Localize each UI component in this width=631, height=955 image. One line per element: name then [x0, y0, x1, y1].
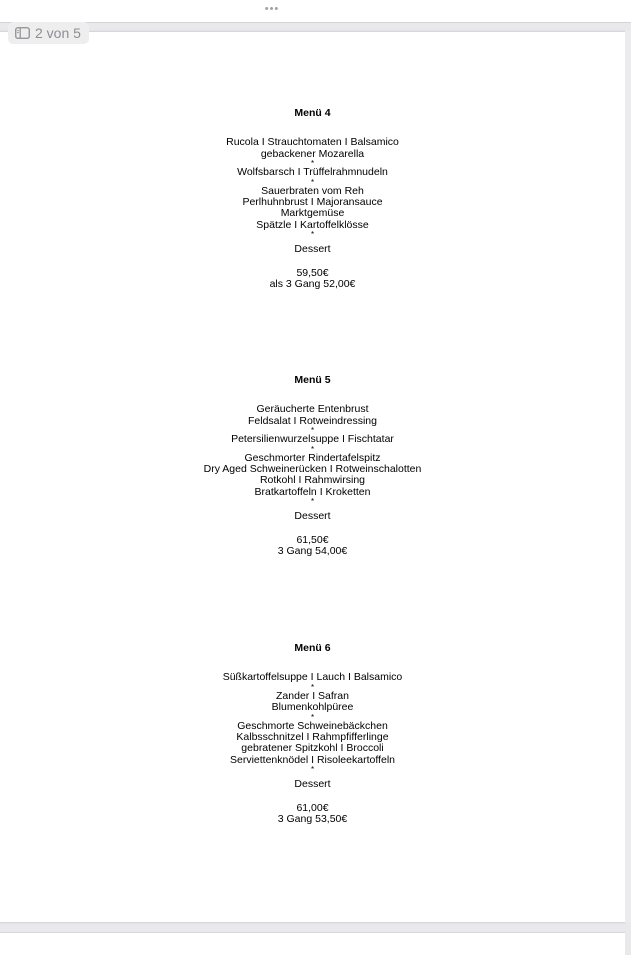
- dish-line: gebackener Mozarella: [260, 147, 365, 160]
- menu-price-3-gang: 3 Gang 53,50€: [277, 813, 348, 826]
- menu-price: 59,50€: [296, 266, 329, 279]
- menu-title: Menü 4: [294, 107, 331, 119]
- course-separator: *: [310, 765, 315, 775]
- next-page: [0, 932, 625, 955]
- dish-line: Geschmorte Schweinebäckchen: [237, 719, 388, 732]
- menu-title: Menü 5: [294, 374, 331, 386]
- course-separator: *: [310, 177, 315, 187]
- ellipsis-icon[interactable]: •••: [264, 3, 280, 15]
- dish-line: Zander I Safran: [276, 689, 349, 702]
- dessert-line: Dessert: [294, 243, 331, 256]
- dish-line: gebratener Spitzkohl I Broccoli: [241, 742, 384, 755]
- course-separator: *: [310, 497, 315, 507]
- dish-line: Geschmorter Rindertafelspitz: [244, 451, 381, 464]
- document-page: [0, 31, 625, 923]
- dish-line: Blumenkohlpüree: [271, 701, 354, 714]
- dish-line: Rotkohl I Rahmwirsing: [259, 474, 366, 487]
- menu-price-3-gang: als 3 Gang 52,00€: [269, 278, 356, 291]
- dish-line: Bratkartoffeln I Kroketten: [254, 485, 371, 498]
- dish-line: Serviettenknödel I Risoleekartoffeln: [230, 753, 395, 766]
- dish-line: Sauerbraten vom Reh: [261, 184, 364, 197]
- menu-price: 61,50€: [296, 533, 329, 546]
- dish-line: Spätzle I Kartoffelklösse: [256, 218, 369, 231]
- course-separator: *: [310, 426, 315, 436]
- page-indicator-button[interactable]: [8, 22, 89, 44]
- menu-title: Menü 6: [294, 642, 331, 654]
- menu-price-3-gang: 3 Gang 54,00€: [277, 545, 348, 558]
- top-toolbar: [0, 0, 631, 23]
- dish-line: Dry Aged Schweinerücken I Rotweinschalotten: [203, 463, 422, 476]
- dish-line: Kalbsschnitzel I Rahmpfifferlinge: [236, 731, 389, 744]
- menu-4: [0, 108, 625, 290]
- dish-line: Rucola I Strauchtomaten I Balsamico: [226, 136, 399, 149]
- page-gutter: [625, 31, 631, 922]
- course-separator: *: [310, 682, 315, 692]
- course-separator: *: [310, 444, 315, 454]
- dish-line: Perlhuhnbrust I Majoransauce: [242, 196, 383, 209]
- dish-line: Wolfsbarsch I Trüffelrahmnudeln: [237, 166, 388, 179]
- course-separator: *: [310, 712, 315, 722]
- dessert-line: Dessert: [294, 510, 331, 523]
- menu-5: [0, 375, 625, 557]
- page-indicator-label: 2 von 5: [35, 25, 81, 41]
- dessert-line: Dessert: [294, 778, 331, 791]
- sidebar-icon: [15, 27, 30, 39]
- menu-6: [0, 643, 625, 825]
- course-separator: *: [310, 230, 315, 240]
- course-separator: *: [310, 159, 315, 169]
- dish-line: Petersilienwurzelsuppe I Fischtatar: [231, 433, 394, 446]
- dish-line: Marktgemüse: [280, 207, 345, 220]
- dish-line: Süßkartoffelsuppe I Lauch I Balsamico: [222, 671, 403, 684]
- menu-price: 61,00€: [296, 801, 329, 814]
- dish-line: Geräucherte Entenbrust: [256, 403, 369, 416]
- dish-line: Feldsalat I Rotweindressing: [248, 414, 377, 427]
